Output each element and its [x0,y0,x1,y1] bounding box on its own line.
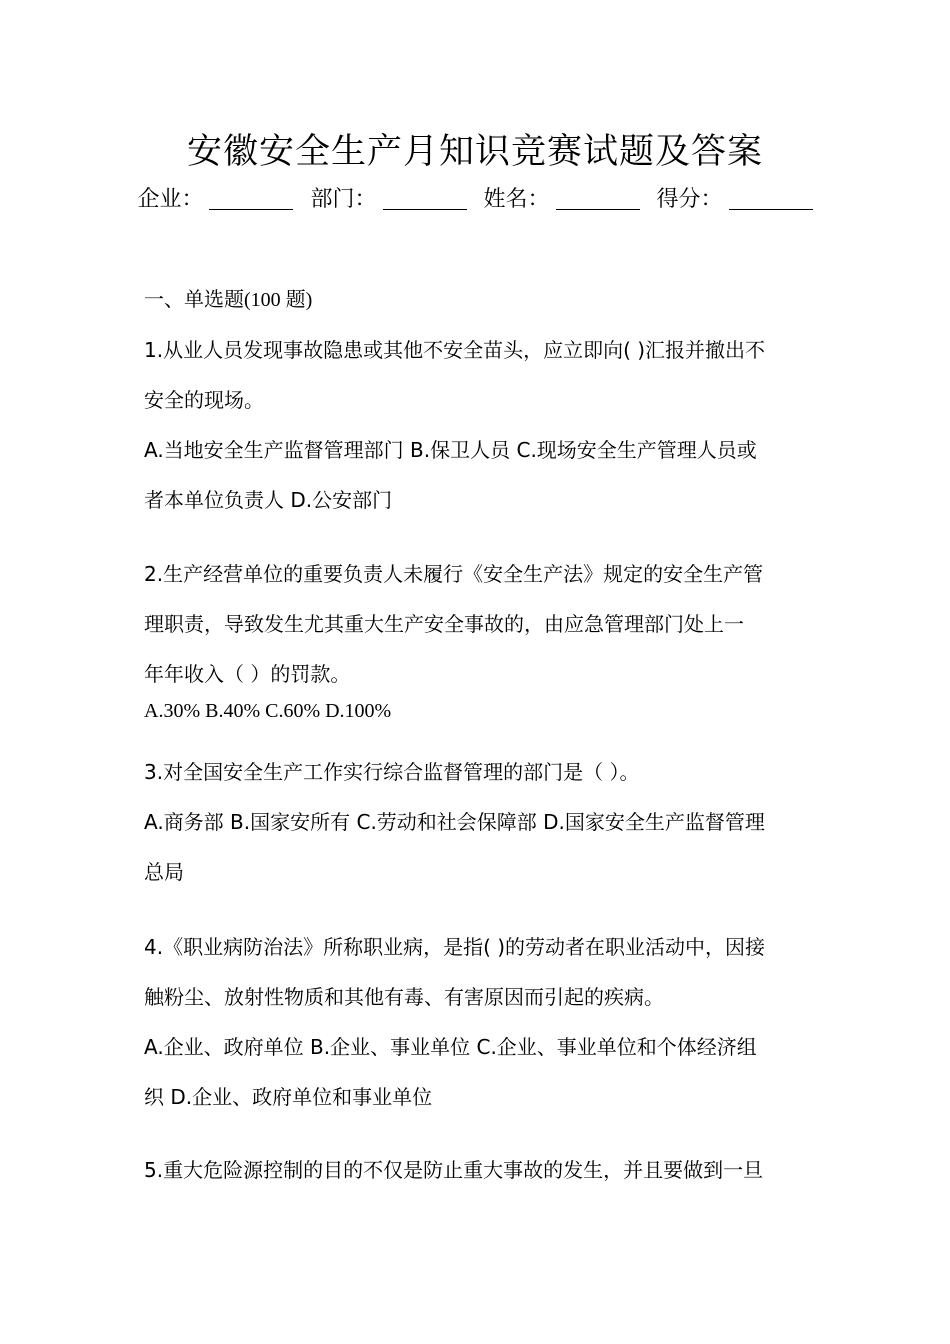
question-2 [144,549,810,699]
options-line: 织 D.企业、政府单位和事业单位 [144,1085,433,1109]
question-5 [144,1145,810,1195]
question-line: 1.从业人员发现事故隐患或其他不安全苗头，应立即向( )汇报并撤出不 [144,338,766,362]
info-line [0,183,950,217]
score-blank[interactable] [729,187,813,210]
question-line: 理职责，导致发生尤其重大生产安全事故的，由应急管理部门处上一 [144,612,744,636]
department-blank[interactable] [383,187,467,210]
options-line: 总局 [144,860,184,884]
question-line: 触粉尘、放射性物质和其他有毒、有害原因而引起的疾病。 [144,985,664,1009]
question-1 [144,325,810,525]
question-line: 5.重大危险源控制的目的不仅是防止重大事故的发生，并且要做到一旦 [144,1158,764,1182]
question-line: 2.生产经营单位的重要负责人未履行《安全生产法》规定的安全生产管 [144,562,764,586]
name-label: 姓名： [483,187,550,212]
department-label: 部门： [310,187,377,212]
options-line: 者本单位负责人 D.公安部门 [144,488,393,512]
options-line: A.当地安全生产监督管理部门 B.保卫人员 C.现场安全生产管理人员或 [144,438,757,462]
name-blank[interactable] [556,187,640,210]
question-3 [144,747,810,897]
question-line: 年年收入（ ）的罚款。 [144,662,351,686]
company-blank[interactable] [209,187,293,210]
question-line: 安全的现场。 [144,388,264,412]
question-4 [144,922,810,1122]
question-line: 3.对全国安全生产工作实行综合监督管理的部门是（ ）。 [144,760,640,784]
score-label: 得分： [656,187,723,212]
options-line: A.商务部 B.国家安所有 C.劳动和社会保障部 D.国家安全生产监督管理 [144,810,765,834]
section-heading: 一、单选题(100 题) [144,289,313,311]
options-line: A.企业、政府单位 B.企业、事业单位 C.企业、事业单位和个体经济组 [144,1035,757,1059]
question-line: 4.《职业病防治法》所称职业病，是指( )的劳动者在职业活动中，因接 [144,935,766,959]
question-2-options: A.30% B.40% C.60% D.100% [144,700,392,722]
company-label: 企业： [137,187,204,212]
page-title: 安徽安全生产月知识竞赛试题及答案 [186,132,763,171]
